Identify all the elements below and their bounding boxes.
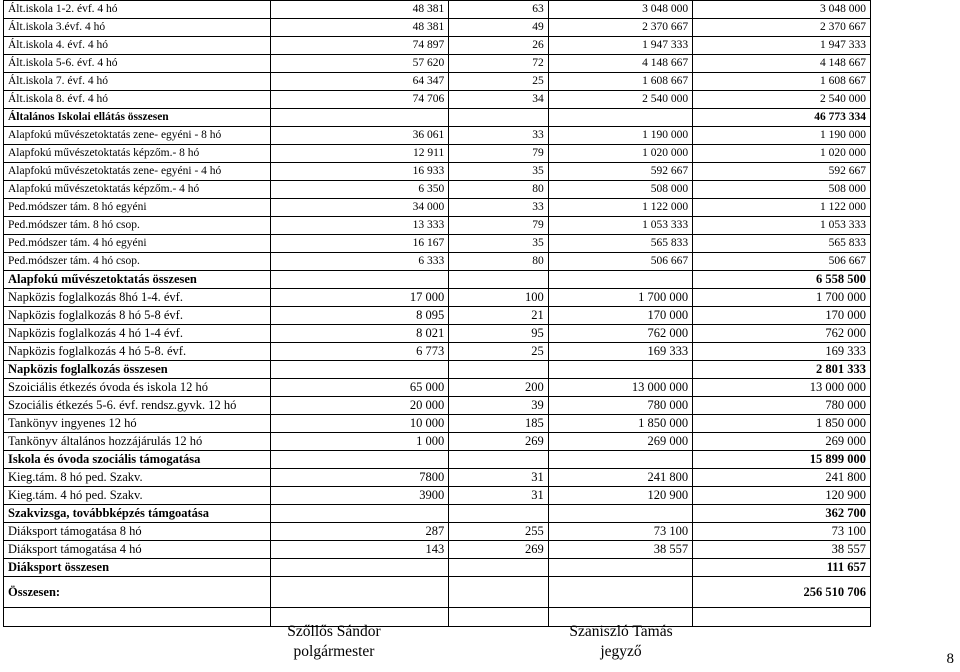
quantity-cell: 34 <box>449 91 549 109</box>
quantity-cell: 63 <box>449 1 549 19</box>
total-cell: 73 100 <box>693 523 871 541</box>
row-label: Alapfokú művészetoktatás képzőm.- 8 hó <box>4 145 271 163</box>
subtotal-row <box>4 271 871 289</box>
subtotal-cell <box>548 109 692 127</box>
subtotal-cell: 1 608 667 <box>548 73 692 91</box>
total-cell: 1 947 333 <box>693 37 871 55</box>
total-cell: 1 850 000 <box>693 415 871 433</box>
quantity-cell: 31 <box>449 487 549 505</box>
subtotal-cell: 4 148 667 <box>548 55 692 73</box>
quantity-cell: 269 <box>449 541 549 559</box>
total-cell: 256 510 706 <box>693 577 871 608</box>
table-row <box>4 235 871 253</box>
signature-name: Szőllős Sándor <box>287 623 381 640</box>
unit-amount-cell: 65 000 <box>271 379 449 397</box>
row-label: Napközis foglalkozás összesen <box>4 361 271 379</box>
unit-amount-cell <box>271 271 449 289</box>
subtotal-cell: 1 850 000 <box>548 415 692 433</box>
unit-amount-cell: 6 773 <box>271 343 449 361</box>
quantity-cell <box>449 271 549 289</box>
row-label: Szociális étkezés 5-6. évf. rendsz.gyvk. 12 hó <box>4 397 271 415</box>
unit-amount-cell: 1 000 <box>271 433 449 451</box>
subtotal-cell: 73 100 <box>548 523 692 541</box>
unit-amount-cell: 57 620 <box>271 55 449 73</box>
quantity-cell <box>449 451 549 469</box>
row-label: Szakvizsga, továbbképzés támgoatása <box>4 505 271 523</box>
subtotal-row <box>4 559 871 577</box>
table-row <box>4 127 871 145</box>
table-row <box>4 523 871 541</box>
quantity-cell: 79 <box>449 217 549 235</box>
table-row <box>4 199 871 217</box>
row-label: Ped.módszer tám. 8 hó csop. <box>4 217 271 235</box>
total-cell: 269 000 <box>693 433 871 451</box>
subtotal-cell: 780 000 <box>548 397 692 415</box>
row-label: Kieg.tám. 4 hó ped. Szakv. <box>4 487 271 505</box>
total-cell: 38 557 <box>693 541 871 559</box>
subtotal-cell: 508 000 <box>548 181 692 199</box>
total-cell: 1 608 667 <box>693 73 871 91</box>
table-row <box>4 469 871 487</box>
unit-amount-cell: 3900 <box>271 487 449 505</box>
signature-name: Szaniszló Tamás <box>569 623 673 640</box>
unit-amount-cell <box>271 505 449 523</box>
subtotal-row <box>4 451 871 469</box>
row-label: Napközis foglalkozás 8hó 1-4. évf. <box>4 289 271 307</box>
row-label: Ált.iskola 7. évf. 4 hó <box>4 73 271 91</box>
subtotal-cell: 1 190 000 <box>548 127 692 145</box>
subtotal-cell: 120 900 <box>548 487 692 505</box>
total-cell: 1 020 000 <box>693 145 871 163</box>
table-row <box>4 91 871 109</box>
quantity-cell: 185 <box>449 415 549 433</box>
subtotal-cell: 170 000 <box>548 307 692 325</box>
table-row <box>4 541 871 559</box>
table-row <box>4 145 871 163</box>
unit-amount-cell: 20 000 <box>271 397 449 415</box>
row-label: Ált.iskola 5-6. évf. 4 hó <box>4 55 271 73</box>
quantity-cell: 80 <box>449 181 549 199</box>
quantity-cell: 49 <box>449 19 549 37</box>
total-cell: 2 370 667 <box>693 19 871 37</box>
total-cell: 565 833 <box>693 235 871 253</box>
total-cell: 506 667 <box>693 253 871 271</box>
subtotal-row <box>4 577 871 608</box>
row-label: Tankönyv ingyenes 12 hó <box>4 415 271 433</box>
quantity-cell: 255 <box>449 523 549 541</box>
unit-amount-cell: 287 <box>271 523 449 541</box>
table-row <box>4 181 871 199</box>
unit-amount-cell: 17 000 <box>271 289 449 307</box>
table-row <box>4 343 871 361</box>
subtotal-cell: 2 370 667 <box>548 19 692 37</box>
subtotal-cell: 13 000 000 <box>548 379 692 397</box>
quantity-cell: 95 <box>449 325 549 343</box>
subtotal-cell <box>548 361 692 379</box>
total-cell: 2 801 333 <box>693 361 871 379</box>
unit-amount-cell <box>271 577 449 608</box>
row-label: Ped.módszer tám. 8 hó egyéni <box>4 199 271 217</box>
subtotal-cell: 506 667 <box>548 253 692 271</box>
subtotal-cell: 241 800 <box>548 469 692 487</box>
row-label: Ált.iskola 3.évf. 4 hó <box>4 19 271 37</box>
row-label: Tankönyv általános hozzájárulás 12 hó <box>4 433 271 451</box>
unit-amount-cell: 48 381 <box>271 19 449 37</box>
quantity-cell: 80 <box>449 253 549 271</box>
quantity-cell <box>449 505 549 523</box>
row-label: Napközis foglalkozás 4 hó 1-4 évf. <box>4 325 271 343</box>
row-label: Ált.iskola 4. évf. 4 hó <box>4 37 271 55</box>
total-cell: 169 333 <box>693 343 871 361</box>
unit-amount-cell <box>271 559 449 577</box>
quantity-cell: 26 <box>449 37 549 55</box>
quantity-cell: 33 <box>449 199 549 217</box>
table-row <box>4 1 871 19</box>
quantity-cell <box>449 109 549 127</box>
total-cell: 1 122 000 <box>693 199 871 217</box>
subtotal-cell: 565 833 <box>548 235 692 253</box>
signature-title: jegyző <box>600 643 642 660</box>
row-label: Ped.módszer tám. 4 hó csop. <box>4 253 271 271</box>
row-label: Alapfokú művészetoktatás zene- egyéni - 8 hó <box>4 127 271 145</box>
subtotal-cell: 1 053 333 <box>548 217 692 235</box>
row-label: Alapfokú művészetoktatás képzőm.- 4 hó <box>4 181 271 199</box>
subtotal-cell: 269 000 <box>548 433 692 451</box>
quantity-cell: 200 <box>449 379 549 397</box>
subtotal-cell <box>548 505 692 523</box>
total-cell: 592 667 <box>693 163 871 181</box>
signature-mayor <box>224 622 444 662</box>
unit-amount-cell: 10 000 <box>271 415 449 433</box>
table-row <box>4 163 871 181</box>
row-label: Napközis foglalkozás 4 hó 5-8. évf. <box>4 343 271 361</box>
unit-amount-cell: 16 167 <box>271 235 449 253</box>
subtotal-cell: 169 333 <box>548 343 692 361</box>
total-cell: 170 000 <box>693 307 871 325</box>
quantity-cell: 269 <box>449 433 549 451</box>
subtotal-cell <box>548 559 692 577</box>
row-label: Ped.módszer tám. 4 hó egyéni <box>4 235 271 253</box>
unit-amount-cell: 36 061 <box>271 127 449 145</box>
signature-notary <box>511 622 731 662</box>
total-cell: 1 700 000 <box>693 289 871 307</box>
table-row <box>4 55 871 73</box>
unit-amount-cell: 6 333 <box>271 253 449 271</box>
row-label: Alapfokú művészetoktatás zene- egyéni - 4 hó <box>4 163 271 181</box>
table-row <box>4 37 871 55</box>
subtotal-cell: 38 557 <box>548 541 692 559</box>
total-cell: 762 000 <box>693 325 871 343</box>
total-cell: 111 657 <box>693 559 871 577</box>
subtotal-cell: 592 667 <box>548 163 692 181</box>
subtotal-cell: 2 540 000 <box>548 91 692 109</box>
unit-amount-cell: 6 350 <box>271 181 449 199</box>
row-label: Alapfokú művészetoktatás összesen <box>4 271 271 289</box>
subtotal-cell: 3 048 000 <box>548 1 692 19</box>
row-label: Ált.iskola 1-2. évf. 4 hó <box>4 1 271 19</box>
subtotal-cell <box>548 577 692 608</box>
unit-amount-cell: 16 933 <box>271 163 449 181</box>
subtotal-cell <box>548 271 692 289</box>
quantity-cell: 21 <box>449 307 549 325</box>
row-label: Összesen: <box>4 577 271 608</box>
subtotal-row <box>4 361 871 379</box>
row-label: Általános Iskolai ellátás összesen <box>4 109 271 127</box>
table-row <box>4 379 871 397</box>
row-label: Diáksport támogatása 4 hó <box>4 541 271 559</box>
row-label: Napközis foglalkozás 8 hó 5-8 évf. <box>4 307 271 325</box>
subtotal-cell: 1 020 000 <box>548 145 692 163</box>
unit-amount-cell <box>271 451 449 469</box>
unit-amount-cell: 8 095 <box>271 307 449 325</box>
quantity-cell: 100 <box>449 289 549 307</box>
total-cell: 46 773 334 <box>693 109 871 127</box>
row-label: Ált.iskola 8. évf. 4 hó <box>4 91 271 109</box>
subtotal-row <box>4 109 871 127</box>
quantity-cell: 79 <box>449 145 549 163</box>
table-row <box>4 253 871 271</box>
table-row <box>4 433 871 451</box>
row-label: Kieg.tám. 8 hó ped. Szakv. <box>4 469 271 487</box>
quantity-cell: 31 <box>449 469 549 487</box>
signature-title: polgármester <box>293 643 375 660</box>
total-cell: 508 000 <box>693 181 871 199</box>
table-row <box>4 415 871 433</box>
unit-amount-cell: 74 897 <box>271 37 449 55</box>
row-label: Iskola és óvoda szociális támogatása <box>4 451 271 469</box>
unit-amount-cell: 12 911 <box>271 145 449 163</box>
page-number: 8 <box>946 651 954 667</box>
row-label: Diáksport támogatása 8 hó <box>4 523 271 541</box>
total-cell: 1 053 333 <box>693 217 871 235</box>
subtotal-cell: 1 700 000 <box>548 289 692 307</box>
total-cell: 780 000 <box>693 397 871 415</box>
total-cell: 362 700 <box>693 505 871 523</box>
total-cell: 1 190 000 <box>693 127 871 145</box>
total-cell: 15 899 000 <box>693 451 871 469</box>
unit-amount-cell: 74 706 <box>271 91 449 109</box>
total-cell: 3 048 000 <box>693 1 871 19</box>
unit-amount-cell: 8 021 <box>271 325 449 343</box>
subtotal-row <box>4 505 871 523</box>
unit-amount-cell <box>271 361 449 379</box>
total-cell: 6 558 500 <box>693 271 871 289</box>
quantity-cell: 72 <box>449 55 549 73</box>
table-row <box>4 325 871 343</box>
quantity-cell <box>449 361 549 379</box>
budget-table-body <box>4 1 871 627</box>
subtotal-cell <box>548 451 692 469</box>
quantity-cell: 25 <box>449 73 549 91</box>
unit-amount-cell <box>271 109 449 127</box>
row-label: Diáksport összesen <box>4 559 271 577</box>
subtotal-cell: 762 000 <box>548 325 692 343</box>
quantity-cell: 39 <box>449 397 549 415</box>
table-row <box>4 487 871 505</box>
table-row <box>4 289 871 307</box>
unit-amount-cell: 34 000 <box>271 199 449 217</box>
quantity-cell: 35 <box>449 163 549 181</box>
budget-table <box>3 0 871 627</box>
unit-amount-cell: 143 <box>271 541 449 559</box>
total-cell: 2 540 000 <box>693 91 871 109</box>
total-cell: 120 900 <box>693 487 871 505</box>
unit-amount-cell: 64 347 <box>271 73 449 91</box>
quantity-cell: 33 <box>449 127 549 145</box>
quantity-cell <box>449 577 549 608</box>
quantity-cell: 25 <box>449 343 549 361</box>
table-row <box>4 217 871 235</box>
quantity-cell <box>449 559 549 577</box>
row-label: Szoiciális étkezés óvoda és iskola 12 hó <box>4 379 271 397</box>
total-cell: 13 000 000 <box>693 379 871 397</box>
subtotal-cell: 1 947 333 <box>548 37 692 55</box>
total-cell: 4 148 667 <box>693 55 871 73</box>
subtotal-cell: 1 122 000 <box>548 199 692 217</box>
table-row <box>4 19 871 37</box>
total-cell: 241 800 <box>693 469 871 487</box>
table-row <box>4 397 871 415</box>
quantity-cell: 35 <box>449 235 549 253</box>
unit-amount-cell: 48 381 <box>271 1 449 19</box>
table-row <box>4 73 871 91</box>
table-row <box>4 307 871 325</box>
unit-amount-cell: 7800 <box>271 469 449 487</box>
unit-amount-cell: 13 333 <box>271 217 449 235</box>
